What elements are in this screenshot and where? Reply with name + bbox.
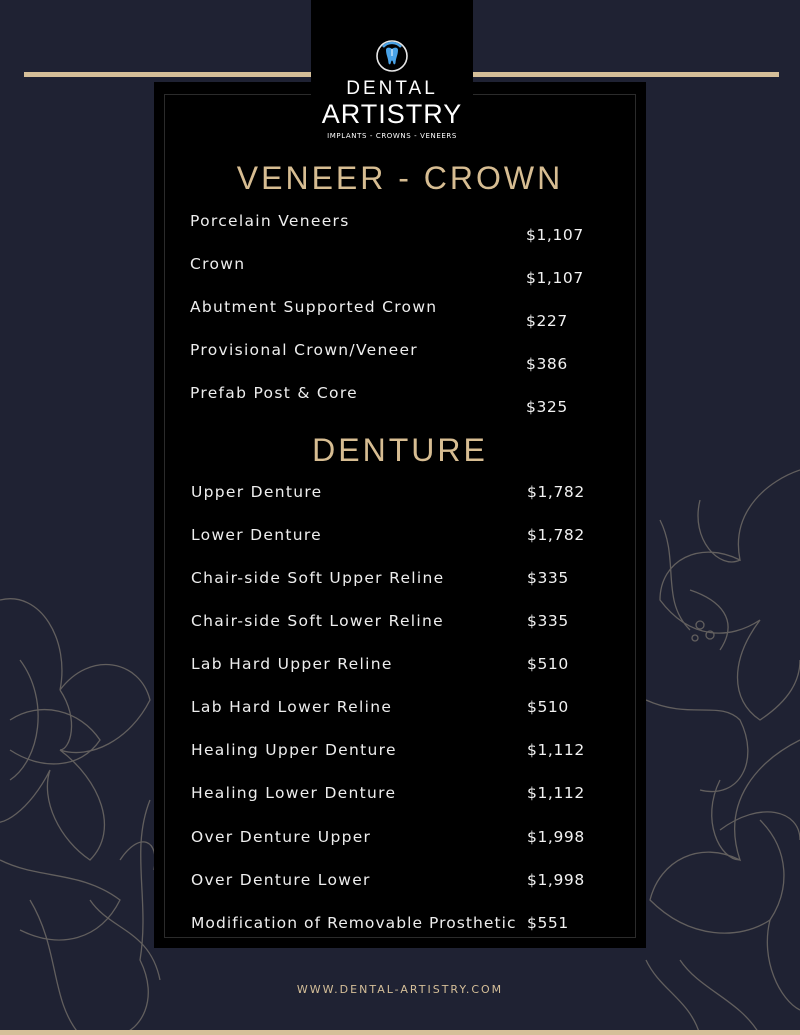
denture-item-name: Chair-side Soft Lower Reline (191, 612, 444, 630)
veneer-item-price: $1,107 (526, 269, 584, 287)
denture-item-name: Over Denture Lower (191, 871, 371, 889)
section-title-veneer-crown: VENEER - CROWN (236, 160, 564, 196)
website-link[interactable]: WWW.DENTAL-ARTISTRY.COM (296, 983, 504, 996)
brand-name-line1: DENTAL (346, 78, 438, 99)
section-title-denture: DENTURE (312, 432, 488, 468)
denture-item-price: $1,998 (527, 828, 585, 846)
veneer-item-name: Porcelain Veneers (190, 212, 350, 230)
denture-item-name: Upper Denture (191, 483, 323, 501)
brand-name-line2: ARTISTRY (321, 99, 463, 129)
veneer-item-name: Provisional Crown/Veneer (190, 341, 418, 359)
denture-item-price: $1,112 (527, 784, 585, 802)
denture-item-price: $510 (527, 655, 569, 673)
denture-item-name: Over Denture Upper (191, 828, 372, 846)
denture-item-name: Modification of Removable Prosthetic (191, 914, 517, 932)
veneer-item-price: $386 (526, 355, 568, 373)
denture-item-name: Lab Hard Lower Reline (191, 698, 393, 716)
tooth-icon (374, 38, 410, 74)
bottom-gold-rule (0, 1030, 800, 1035)
veneer-item-name: Prefab Post & Core (190, 384, 359, 402)
denture-item-price: $510 (527, 698, 569, 716)
brand-tagline: IMPLANTS - CROWNS - VENEERS (327, 132, 457, 140)
denture-item-name: Lab Hard Upper Reline (191, 655, 393, 673)
denture-item-price: $335 (527, 612, 569, 630)
denture-item-price: $1,112 (527, 741, 585, 759)
denture-item-price: $1,782 (527, 483, 585, 501)
denture-item-name: Healing Lower Denture (191, 784, 397, 802)
denture-item-price: $1,998 (527, 871, 585, 889)
veneer-item-price: $325 (526, 398, 568, 416)
veneer-item-price: $227 (526, 312, 568, 330)
denture-item-name: Healing Upper Denture (191, 741, 397, 759)
veneer-item-price: $1,107 (526, 226, 584, 244)
veneer-item-name: Crown (190, 255, 246, 273)
denture-item-price: $335 (527, 569, 569, 587)
denture-item-price: $1,782 (527, 526, 585, 544)
denture-item-price: $551 (527, 914, 569, 932)
veneer-item-name: Abutment Supported Crown (190, 298, 438, 316)
denture-item-name: Lower Denture (191, 526, 323, 544)
brand-logo (311, 0, 473, 150)
denture-item-name: Chair-side Soft Upper Reline (191, 569, 445, 587)
